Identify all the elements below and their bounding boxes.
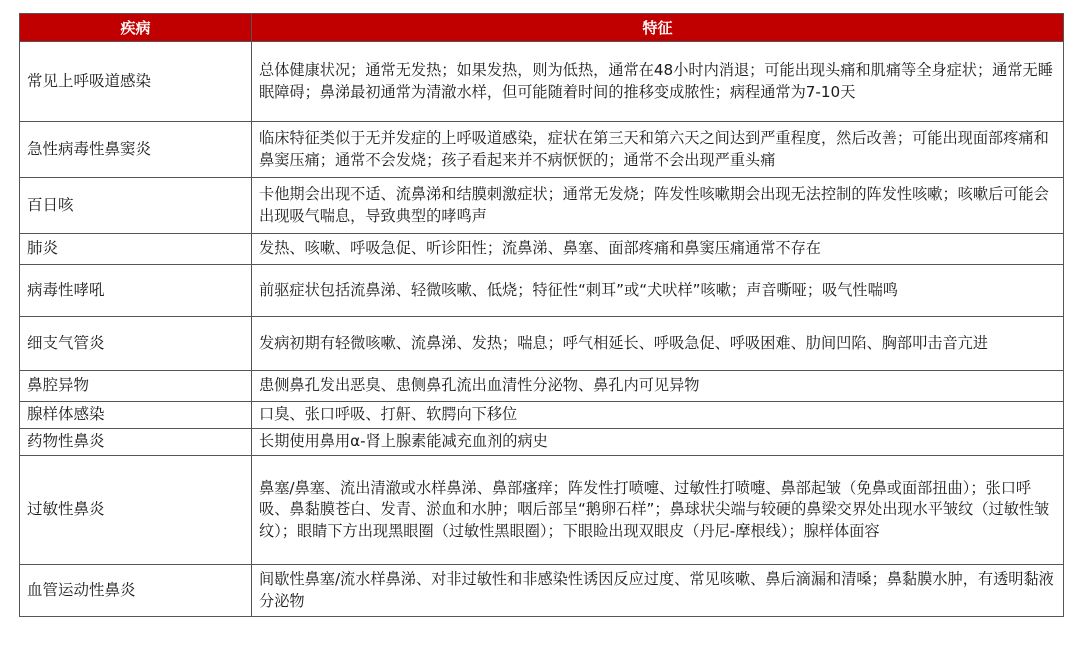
disease-description: 长期使用鼻用α-肾上腺素能减充血剂的病史 xyxy=(252,429,1064,456)
table-row xyxy=(20,178,1064,234)
disease-description: 间歇性鼻塞/流水样鼻涕、对非过敏性和非感染性诱因反应过度、常见咳嗽、鼻后滴漏和清嗓；鼻黏膜水肿，有透明黏液分泌物 xyxy=(252,565,1064,617)
disease-name: 药物性鼻炎 xyxy=(20,429,252,456)
disease-name: 鼻腔异物 xyxy=(20,371,252,402)
table-row xyxy=(20,265,1064,317)
disease-description: 发病初期有轻微咳嗽、流鼻涕、发热；喘息；呼气相延长、呼吸急促、呼吸困难、肋间凹陷、胸部叩击音亢进 xyxy=(252,317,1064,371)
disease-name: 血管运动性鼻炎 xyxy=(20,565,252,617)
table-row xyxy=(20,122,1064,178)
table-row xyxy=(20,371,1064,402)
disease-name: 细支气管炎 xyxy=(20,317,252,371)
table-row xyxy=(20,234,1064,265)
disease-description: 前驱症状包括流鼻涕、轻微咳嗽、低烧；特征性“刺耳”或“犬吠样”咳嗽；声音嘶哑；吸气性喘鸣 xyxy=(252,265,1064,317)
disease-description: 发热、咳嗽、呼吸急促、听诊阳性；流鼻涕、鼻塞、面部疼痛和鼻窦压痛通常不存在 xyxy=(252,234,1064,265)
table-header-row xyxy=(20,14,1064,42)
disease-description: 卡他期会出现不适、流鼻涕和结膜刺激症状；通常无发烧；阵发性咳嗽期会出现无法控制的阵发性咳嗽；咳嗽后可能会出现吸气喘息，导致典型的哮鸣声 xyxy=(252,178,1064,234)
table-row xyxy=(20,565,1064,617)
disease-description: 患侧鼻孔发出恶臭、患侧鼻孔流出血清性分泌物、鼻孔内可见异物 xyxy=(252,371,1064,402)
disease-description: 口臭、张口呼吸、打鼾、软腭向下移位 xyxy=(252,402,1064,429)
disease-description: 总体健康状况；通常无发热；如果发热，则为低热，通常在48小时内消退；可能出现头痛和肌痛等全身症状；通常无睡眠障碍；鼻涕最初通常为清澈水样，但可能随着时间的推移变成脓性；病程通常为7-10天 xyxy=(252,42,1064,122)
disease-table-container xyxy=(19,13,1063,617)
disease-name: 肺炎 xyxy=(20,234,252,265)
disease-features-table xyxy=(19,13,1064,617)
disease-name: 常见上呼吸道感染 xyxy=(20,42,252,122)
table-row xyxy=(20,42,1064,122)
header-features: 特征 xyxy=(252,14,1064,42)
disease-name: 病毒性哮吼 xyxy=(20,265,252,317)
header-disease: 疾病 xyxy=(20,14,252,42)
table-row xyxy=(20,317,1064,371)
table-row xyxy=(20,429,1064,456)
table-row xyxy=(20,402,1064,429)
disease-name: 腺样体感染 xyxy=(20,402,252,429)
disease-description: 临床特征类似于无并发症的上呼吸道感染，症状在第三天和第六天之间达到严重程度，然后改善；可能出现面部疼痛和鼻窦压痛；通常不会发烧；孩子看起来并不病恹恹的；通常不会出现严重头痛 xyxy=(252,122,1064,178)
table-row xyxy=(20,456,1064,565)
disease-description: 鼻塞/鼻塞、流出清澈或水样鼻涕、鼻部瘙痒；阵发性打喷嚏、过敏性打喷嚏、鼻部起皱（免鼻或面部扭曲）；张口呼吸、鼻黏膜苍白、发青、淤血和水肿；咽后部呈“鹅卵石样”；鼻球状尖端与较硬的鼻梁交界处出现水平皱纹（过敏性皱纹）；眼睛下方出现黑眼圈（过敏性黑眼圈）；下眼睑出现双眼皮（丹尼-摩根线）；腺样体面容 xyxy=(252,456,1064,565)
disease-name: 百日咳 xyxy=(20,178,252,234)
disease-name: 过敏性鼻炎 xyxy=(20,456,252,565)
disease-name: 急性病毒性鼻窦炎 xyxy=(20,122,252,178)
